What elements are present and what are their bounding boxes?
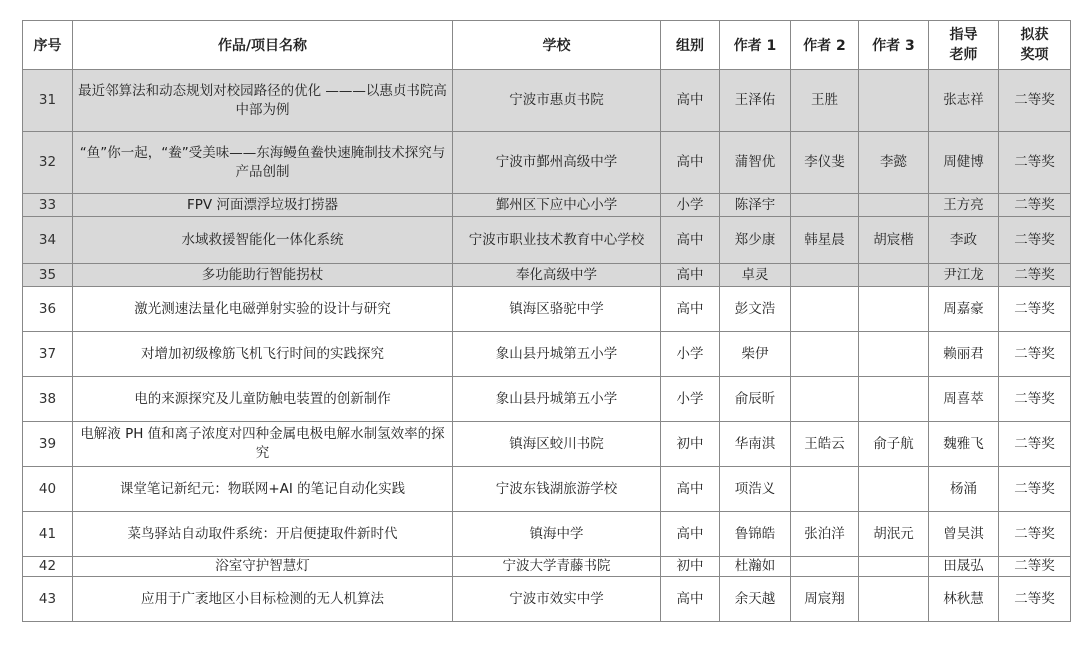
header-author3: 作者 3 — [859, 21, 929, 70]
cell-teacher: 魏雅飞 — [929, 422, 999, 467]
cell-award: 二等奖 — [999, 332, 1071, 377]
cell-author2: 王胜 — [791, 70, 859, 132]
cell-author3: 李懿 — [859, 132, 929, 194]
cell-teacher: 曾昊淇 — [929, 512, 999, 557]
cell-author2: 张泊洋 — [791, 512, 859, 557]
cell-group: 高中 — [661, 132, 720, 194]
header-author1: 作者 1 — [720, 21, 791, 70]
cell-group: 高中 — [661, 512, 720, 557]
cell-teacher: 王方亮 — [929, 194, 999, 217]
cell-author2 — [791, 377, 859, 422]
cell-award: 二等奖 — [999, 557, 1071, 577]
cell-author1: 杜瀚如 — [720, 557, 791, 577]
cell-teacher: 周嘉豪 — [929, 287, 999, 332]
cell-award: 二等奖 — [999, 287, 1071, 332]
cell-author1: 鲁锦皓 — [720, 512, 791, 557]
cell-award: 二等奖 — [999, 70, 1071, 132]
cell-author3 — [859, 70, 929, 132]
table-row — [23, 377, 1071, 422]
cell-no: 36 — [23, 287, 73, 332]
cell-school: 象山县丹城第五小学 — [453, 377, 661, 422]
table-row — [23, 422, 1071, 467]
cell-author3: 胡泯元 — [859, 512, 929, 557]
cell-author2 — [791, 332, 859, 377]
cell-author3 — [859, 332, 929, 377]
cell-award: 二等奖 — [999, 194, 1071, 217]
cell-author1: 郑少康 — [720, 217, 791, 264]
cell-author2 — [791, 467, 859, 512]
cell-school: 宁波大学青藤书院 — [453, 557, 661, 577]
cell-award: 二等奖 — [999, 217, 1071, 264]
cell-no: 39 — [23, 422, 73, 467]
cell-author1: 陈泽宇 — [720, 194, 791, 217]
cell-school: 宁波市鄞州高级中学 — [453, 132, 661, 194]
cell-name: 浴室守护智慧灯 — [73, 557, 453, 577]
cell-author3: 胡宸楷 — [859, 217, 929, 264]
header-row — [23, 21, 1071, 70]
table-row — [23, 264, 1071, 287]
cell-author2: 李仪斐 — [791, 132, 859, 194]
cell-no: 41 — [23, 512, 73, 557]
cell-author3 — [859, 557, 929, 577]
cell-award: 二等奖 — [999, 512, 1071, 557]
cell-name: 菜鸟驿站自动取件系统：开启便捷取件新时代 — [73, 512, 453, 557]
header-no: 序号 — [23, 21, 73, 70]
cell-name: 课堂笔记新纪元：物联网+AI 的笔记自动化实践 — [73, 467, 453, 512]
cell-no: 42 — [23, 557, 73, 577]
cell-group: 高中 — [661, 287, 720, 332]
cell-teacher: 杨涌 — [929, 467, 999, 512]
award-table-container — [22, 20, 1070, 622]
table-row — [23, 332, 1071, 377]
cell-group: 小学 — [661, 332, 720, 377]
cell-no: 43 — [23, 577, 73, 622]
cell-school: 鄞州区下应中心小学 — [453, 194, 661, 217]
table-row — [23, 287, 1071, 332]
cell-group: 高中 — [661, 467, 720, 512]
cell-author1: 王泽佑 — [720, 70, 791, 132]
cell-author1: 蒲智优 — [720, 132, 791, 194]
cell-author1: 卓灵 — [720, 264, 791, 287]
table-row — [23, 467, 1071, 512]
cell-award: 二等奖 — [999, 422, 1071, 467]
cell-author2 — [791, 194, 859, 217]
cell-author2: 韩星晨 — [791, 217, 859, 264]
cell-author1: 彭文浩 — [720, 287, 791, 332]
cell-author2 — [791, 287, 859, 332]
cell-no: 38 — [23, 377, 73, 422]
cell-teacher: 李政 — [929, 217, 999, 264]
cell-author3 — [859, 467, 929, 512]
cell-author2 — [791, 557, 859, 577]
header-school: 学校 — [453, 21, 661, 70]
cell-author3 — [859, 577, 929, 622]
cell-school: 镇海区蛟川书院 — [453, 422, 661, 467]
cell-name: 多功能助行智能拐杖 — [73, 264, 453, 287]
table-row — [23, 217, 1071, 264]
table-row — [23, 70, 1071, 132]
cell-no: 35 — [23, 264, 73, 287]
header-teacher: 指导 老师 — [929, 21, 999, 70]
cell-name: 水域救援智能化一体化系统 — [73, 217, 453, 264]
cell-group: 高中 — [661, 264, 720, 287]
cell-name: 应用于广袤地区小目标检测的无人机算法 — [73, 577, 453, 622]
cell-no: 31 — [23, 70, 73, 132]
table-row — [23, 577, 1071, 622]
cell-author3: 俞子航 — [859, 422, 929, 467]
cell-teacher: 周健博 — [929, 132, 999, 194]
cell-group: 高中 — [661, 217, 720, 264]
cell-award: 二等奖 — [999, 264, 1071, 287]
table-row — [23, 194, 1071, 217]
cell-group: 初中 — [661, 557, 720, 577]
cell-group: 小学 — [661, 194, 720, 217]
cell-author2: 周宸翔 — [791, 577, 859, 622]
cell-name: 电解液 PH 值和离子浓度对四种金属电极电解水制氢效率的探究 — [73, 422, 453, 467]
header-group: 组别 — [661, 21, 720, 70]
table-row — [23, 512, 1071, 557]
cell-author3 — [859, 194, 929, 217]
cell-teacher: 尹江龙 — [929, 264, 999, 287]
cell-teacher: 田晟弘 — [929, 557, 999, 577]
cell-group: 高中 — [661, 70, 720, 132]
cell-school: 宁波东钱湖旅游学校 — [453, 467, 661, 512]
cell-group: 小学 — [661, 377, 720, 422]
cell-author3 — [859, 264, 929, 287]
award-table — [22, 20, 1071, 622]
cell-school: 镇海中学 — [453, 512, 661, 557]
cell-name: 电的来源探究及儿童防触电装置的创新制作 — [73, 377, 453, 422]
table-row — [23, 557, 1071, 577]
cell-name: FPV 河面漂浮垃圾打捞器 — [73, 194, 453, 217]
cell-school: 宁波市惠贞书院 — [453, 70, 661, 132]
cell-author1: 俞辰昕 — [720, 377, 791, 422]
cell-teacher: 林秋慧 — [929, 577, 999, 622]
cell-author3 — [859, 287, 929, 332]
table-row — [23, 132, 1071, 194]
cell-award: 二等奖 — [999, 377, 1071, 422]
header-name: 作品/项目名称 — [73, 21, 453, 70]
cell-school: 宁波市效实中学 — [453, 577, 661, 622]
cell-author2: 王皓云 — [791, 422, 859, 467]
cell-award: 二等奖 — [999, 132, 1071, 194]
cell-name: “鱼”你一起，“鲞”受美味——东海鳗鱼鲞快速腌制技术探究与产品创制 — [73, 132, 453, 194]
cell-school: 象山县丹城第五小学 — [453, 332, 661, 377]
cell-school: 宁波市职业技术教育中心学校 — [453, 217, 661, 264]
cell-name: 对增加初级橡筋飞机飞行时间的实践探究 — [73, 332, 453, 377]
cell-author1: 项浩义 — [720, 467, 791, 512]
cell-teacher: 周喜萃 — [929, 377, 999, 422]
header-award: 拟获 奖项 — [999, 21, 1071, 70]
cell-group: 高中 — [661, 577, 720, 622]
cell-teacher: 赖丽君 — [929, 332, 999, 377]
cell-award: 二等奖 — [999, 467, 1071, 512]
cell-author3 — [859, 377, 929, 422]
cell-author1: 华南淇 — [720, 422, 791, 467]
cell-award: 二等奖 — [999, 577, 1071, 622]
cell-school: 奉化高级中学 — [453, 264, 661, 287]
cell-author2 — [791, 264, 859, 287]
cell-no: 33 — [23, 194, 73, 217]
cell-author1: 余天越 — [720, 577, 791, 622]
cell-no: 34 — [23, 217, 73, 264]
cell-school: 镇海区骆驼中学 — [453, 287, 661, 332]
cell-author1: 柴伊 — [720, 332, 791, 377]
cell-name: 激光测速法量化电磁弹射实验的设计与研究 — [73, 287, 453, 332]
cell-teacher: 张志祥 — [929, 70, 999, 132]
cell-no: 32 — [23, 132, 73, 194]
cell-no: 40 — [23, 467, 73, 512]
cell-no: 37 — [23, 332, 73, 377]
cell-group: 初中 — [661, 422, 720, 467]
cell-name: 最近邻算法和动态规划对校园路径的优化 ———以惠贞书院高中部为例 — [73, 70, 453, 132]
header-author2: 作者 2 — [791, 21, 859, 70]
